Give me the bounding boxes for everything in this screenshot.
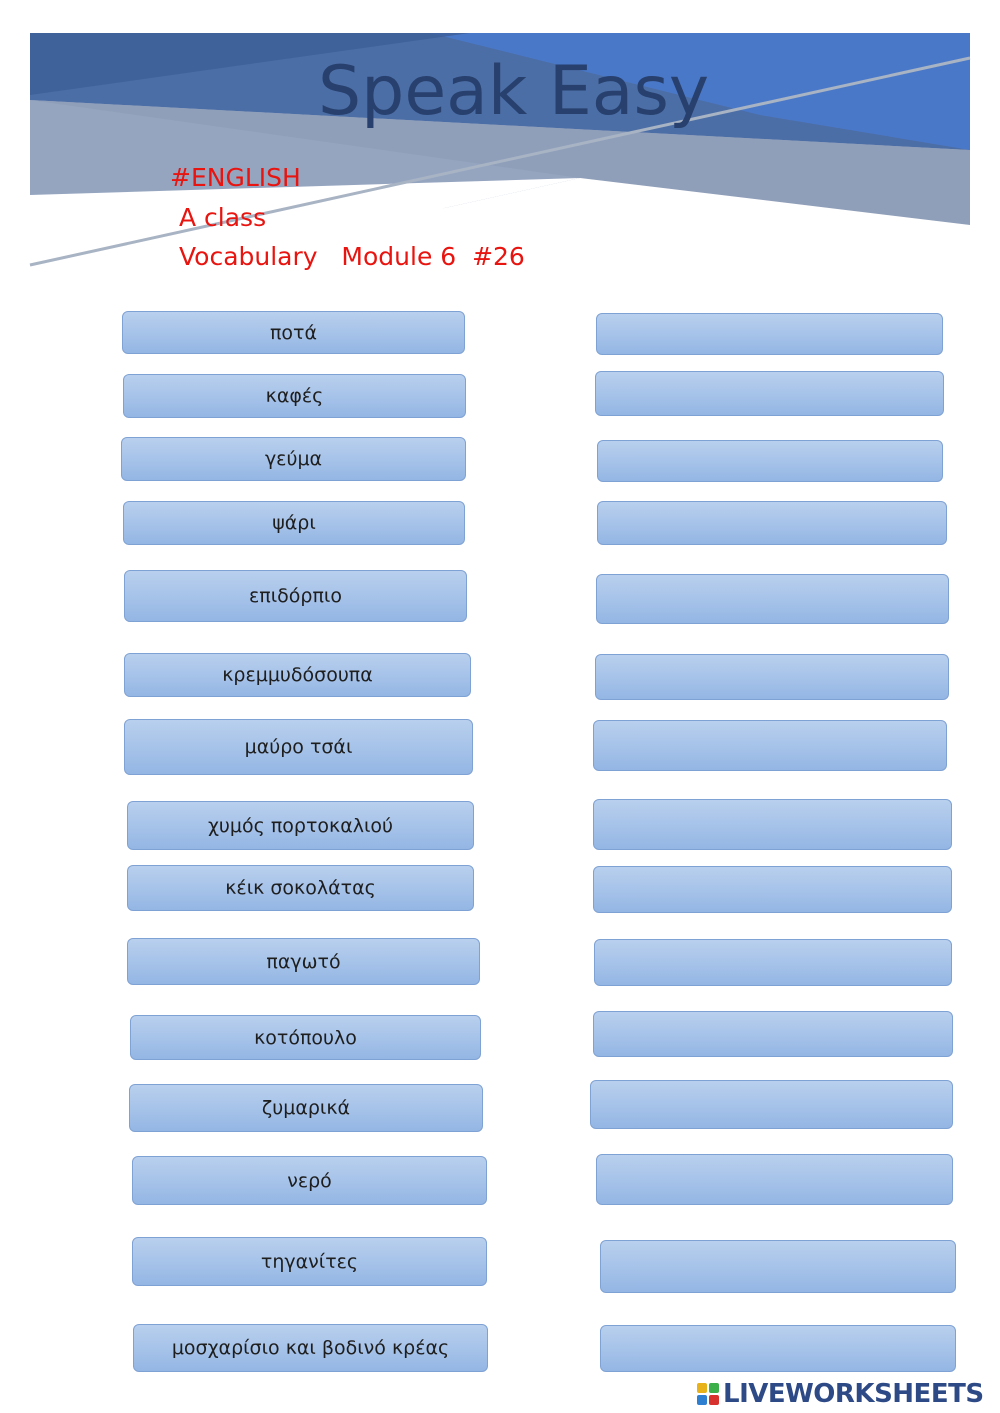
answer-input[interactable]	[597, 314, 946, 356]
word-box: μοσχαρίσιο και βοδινό κρέας	[133, 1324, 488, 1372]
word-box: κρεμμυδόσουπα	[124, 653, 471, 697]
word-box: επιδόρπιο	[124, 570, 467, 622]
answer-field[interactable]	[593, 799, 952, 850]
answer-field[interactable]	[590, 1080, 953, 1129]
answer-field[interactable]	[600, 1325, 956, 1372]
answer-field[interactable]	[593, 720, 947, 771]
word-box: τηγανίτες	[132, 1237, 487, 1286]
word-box: ζυμαρικά	[129, 1084, 483, 1132]
answer-input[interactable]	[601, 1241, 959, 1294]
answer-field[interactable]	[596, 1154, 953, 1205]
answer-field[interactable]	[593, 866, 952, 913]
answer-input[interactable]	[601, 1326, 959, 1373]
page-title: Speak Easy	[318, 52, 710, 131]
module-label: Vocabulary Module 6 #26	[179, 242, 525, 271]
answer-field[interactable]	[595, 654, 949, 700]
subject-label: #ENGLISH	[170, 163, 301, 192]
answer-field[interactable]	[595, 371, 944, 416]
answer-input[interactable]	[596, 372, 947, 417]
answer-input[interactable]	[594, 867, 955, 914]
answer-field[interactable]	[600, 1240, 956, 1293]
answer-field[interactable]	[597, 440, 943, 482]
answer-input[interactable]	[591, 1081, 956, 1130]
word-box: παγωτό	[127, 938, 480, 985]
answer-field[interactable]	[593, 1011, 953, 1057]
word-box: ψάρι	[123, 501, 465, 545]
word-box: γεύμα	[121, 437, 466, 481]
answer-input[interactable]	[594, 721, 950, 772]
word-box: χυμός πορτοκαλιού	[127, 801, 474, 850]
answer-field[interactable]	[596, 313, 943, 355]
word-box: μαύρο τσάι	[124, 719, 473, 775]
answer-input[interactable]	[596, 655, 952, 701]
answer-input[interactable]	[598, 441, 946, 483]
word-box: ποτά	[122, 311, 465, 354]
logo-text: LIVEWORKSHEETS	[723, 1379, 984, 1409]
answer-input[interactable]	[594, 800, 955, 851]
answer-input[interactable]	[597, 575, 952, 625]
word-box: νερό	[132, 1156, 487, 1205]
answer-input[interactable]	[595, 940, 955, 987]
logo-mark-icon	[697, 1383, 719, 1405]
answer-input[interactable]	[598, 502, 950, 546]
answer-input[interactable]	[594, 1012, 956, 1058]
liveworksheets-logo	[697, 1378, 984, 1410]
word-box: καφές	[123, 374, 466, 418]
answer-field[interactable]	[594, 939, 952, 986]
word-box: κέικ σοκολάτας	[127, 865, 474, 911]
answer-field[interactable]	[597, 501, 947, 545]
answer-input[interactable]	[597, 1155, 956, 1206]
answer-field[interactable]	[596, 574, 949, 624]
class-label: A class	[179, 203, 267, 232]
word-box: κοτόπουλο	[130, 1015, 481, 1060]
